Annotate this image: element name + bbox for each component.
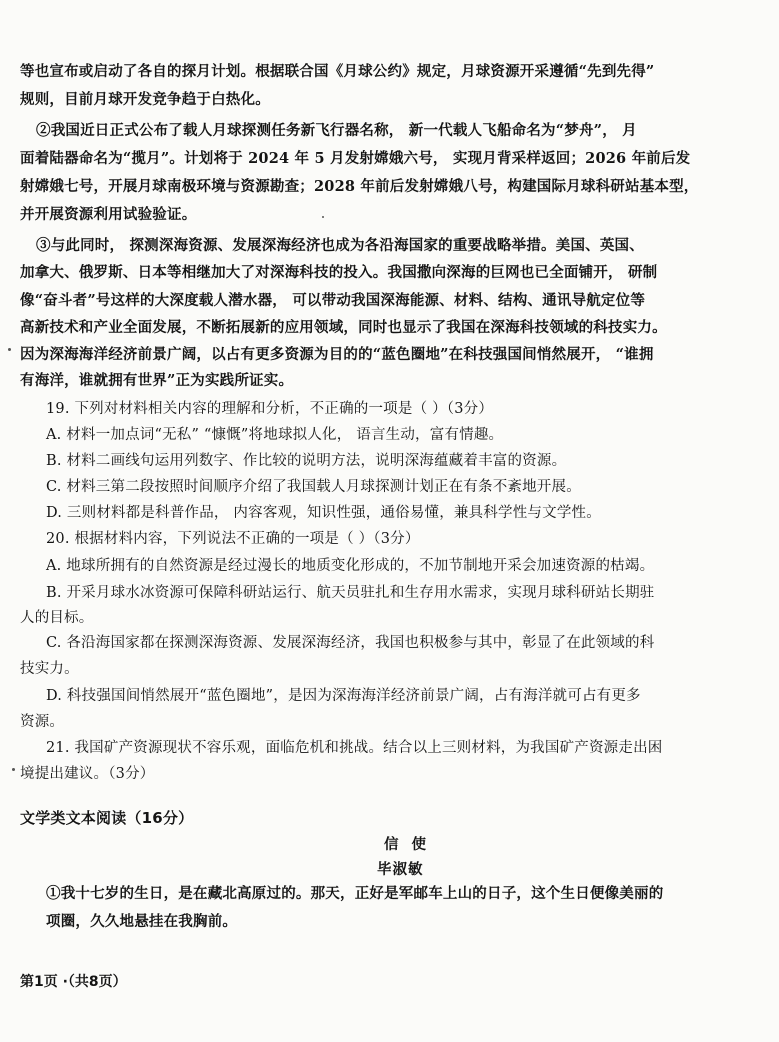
text-line: 因为深海海洋经济前景广阔，以占有更多资源为目的的“蓝色圈地”在科技强国间悄然展开， “谁拥 xyxy=(20,346,654,363)
text-line: 并开展资源利用试验验证。 xyxy=(20,206,197,223)
story-title: 信 使 xyxy=(384,837,431,853)
option-b: B. 材料二画线句运用列数字、作比较的说明方法，说明深海蕴藏着丰富的资源。 xyxy=(46,453,567,469)
option-b: B. 开采月球水冰资源可保障科研站运行、航天员驻扎和生存用水需求，实现月球科研站长期驻 xyxy=(46,585,655,601)
text-line: 规则，目前月球开发竞争趋于白热化。 xyxy=(20,91,270,108)
scan-speck xyxy=(322,216,324,218)
text-line: 资源。 xyxy=(20,714,65,730)
option-a: A. 地球所拥有的自然资源是经过漫长的地质变化形成的，不加节制地开采会加速资源的枯竭。 xyxy=(46,558,655,574)
option-d: D. 三则材料都是科普作品， 内容客观，知识性强，通俗易懂，兼具科学性与文学性。 xyxy=(46,505,601,521)
text-line: 人的目标。 xyxy=(20,610,94,626)
text-line: 有海洋，谁就拥有世界”正为实践所证实。 xyxy=(20,372,294,389)
question-20: 20. 根据材料内容，下列说法不正确的一项是（ ）（3分） xyxy=(46,531,420,547)
question-19: 19. 下列对材料相关内容的理解和分析，不正确的一项是（ ）（3分） xyxy=(46,401,494,417)
option-c: C. 材料三第二段按照时间顺序介绍了我国载人月球探测计划正在有条不紊地开展。 xyxy=(46,479,581,495)
text-line: 境提出建议。（3分） xyxy=(20,766,155,782)
page-footer: 第1页 ·（共8页） xyxy=(20,974,127,990)
question-21: 21. 我国矿产资源现状不容乐观，面临危机和挑战。结合以上三则材料，为我国矿产资源走出困 xyxy=(46,740,663,756)
text-line: ③与此同时， 探测深海资源、发展深海经济也成为各沿海国家的重要战略举措。美国、英国、 xyxy=(36,237,644,254)
text-line: 加拿大、俄罗斯、日本等相继加大了对深海科技的投入。我国撒向深海的巨网也已全面铺开， 研制 xyxy=(20,264,658,281)
text-line: 高新技术和产业全面发展，不断拓展新的应用领域，同时也显示了我国在深海科技领域的科技实力。 xyxy=(20,319,667,336)
story-line: 项圈，久久地悬挂在我胸前。 xyxy=(46,913,238,930)
text-line: ②我国近日正式公布了载人月球探测任务新飞行器名称， 新一代载人飞船命名为“梦舟”， 月 xyxy=(36,122,637,139)
option-d: D. 科技强国间悄然展开“蓝色圈地”，是因为深海海洋经济前景广阔，占有海洋就可占有更多 xyxy=(46,688,641,704)
text-line: 等也宣布或启动了各自的探月计划。根据联合国《月球公约》规定，月球资源开采遵循“先到先得” xyxy=(20,63,655,80)
text-line: 像“奋斗者”号这样的大深度载人潜水器， 可以带动我国深海能源、材料、结构、通讯导航定位等 xyxy=(20,292,646,309)
text-line: 射嫦娥七号，开展月球南极环境与资源勘查；2028 年前后发射嫦娥八号，构建国际月球科研站基本型， xyxy=(20,178,699,195)
story-author: 毕淑敏 xyxy=(377,862,424,878)
option-a: A. 材料一加点词“无私” “慷慨”将地球拟人化， 语言生动，富有情趣。 xyxy=(46,427,504,443)
text-line: 技实力。 xyxy=(20,661,79,677)
option-c: C. 各沿海国家都在探测深海资源、发展深海经济，我国也积极参与其中，彰显了在此领域的科 xyxy=(46,635,655,651)
section-heading: 文学类文本阅读（16分） xyxy=(20,809,194,827)
scan-speck xyxy=(12,768,15,771)
scan-speck xyxy=(8,348,11,351)
story-line: ①我十七岁的生日，是在藏北高原过的。那天，正好是军邮车上山的日子，这个生日便像美丽的 xyxy=(46,885,664,902)
text-line: 面着陆器命名为“揽月”。计划将于 2024 年 5 月发射嫦娥六号， 实现月背采样返回；2026 年前后发 xyxy=(20,150,691,167)
